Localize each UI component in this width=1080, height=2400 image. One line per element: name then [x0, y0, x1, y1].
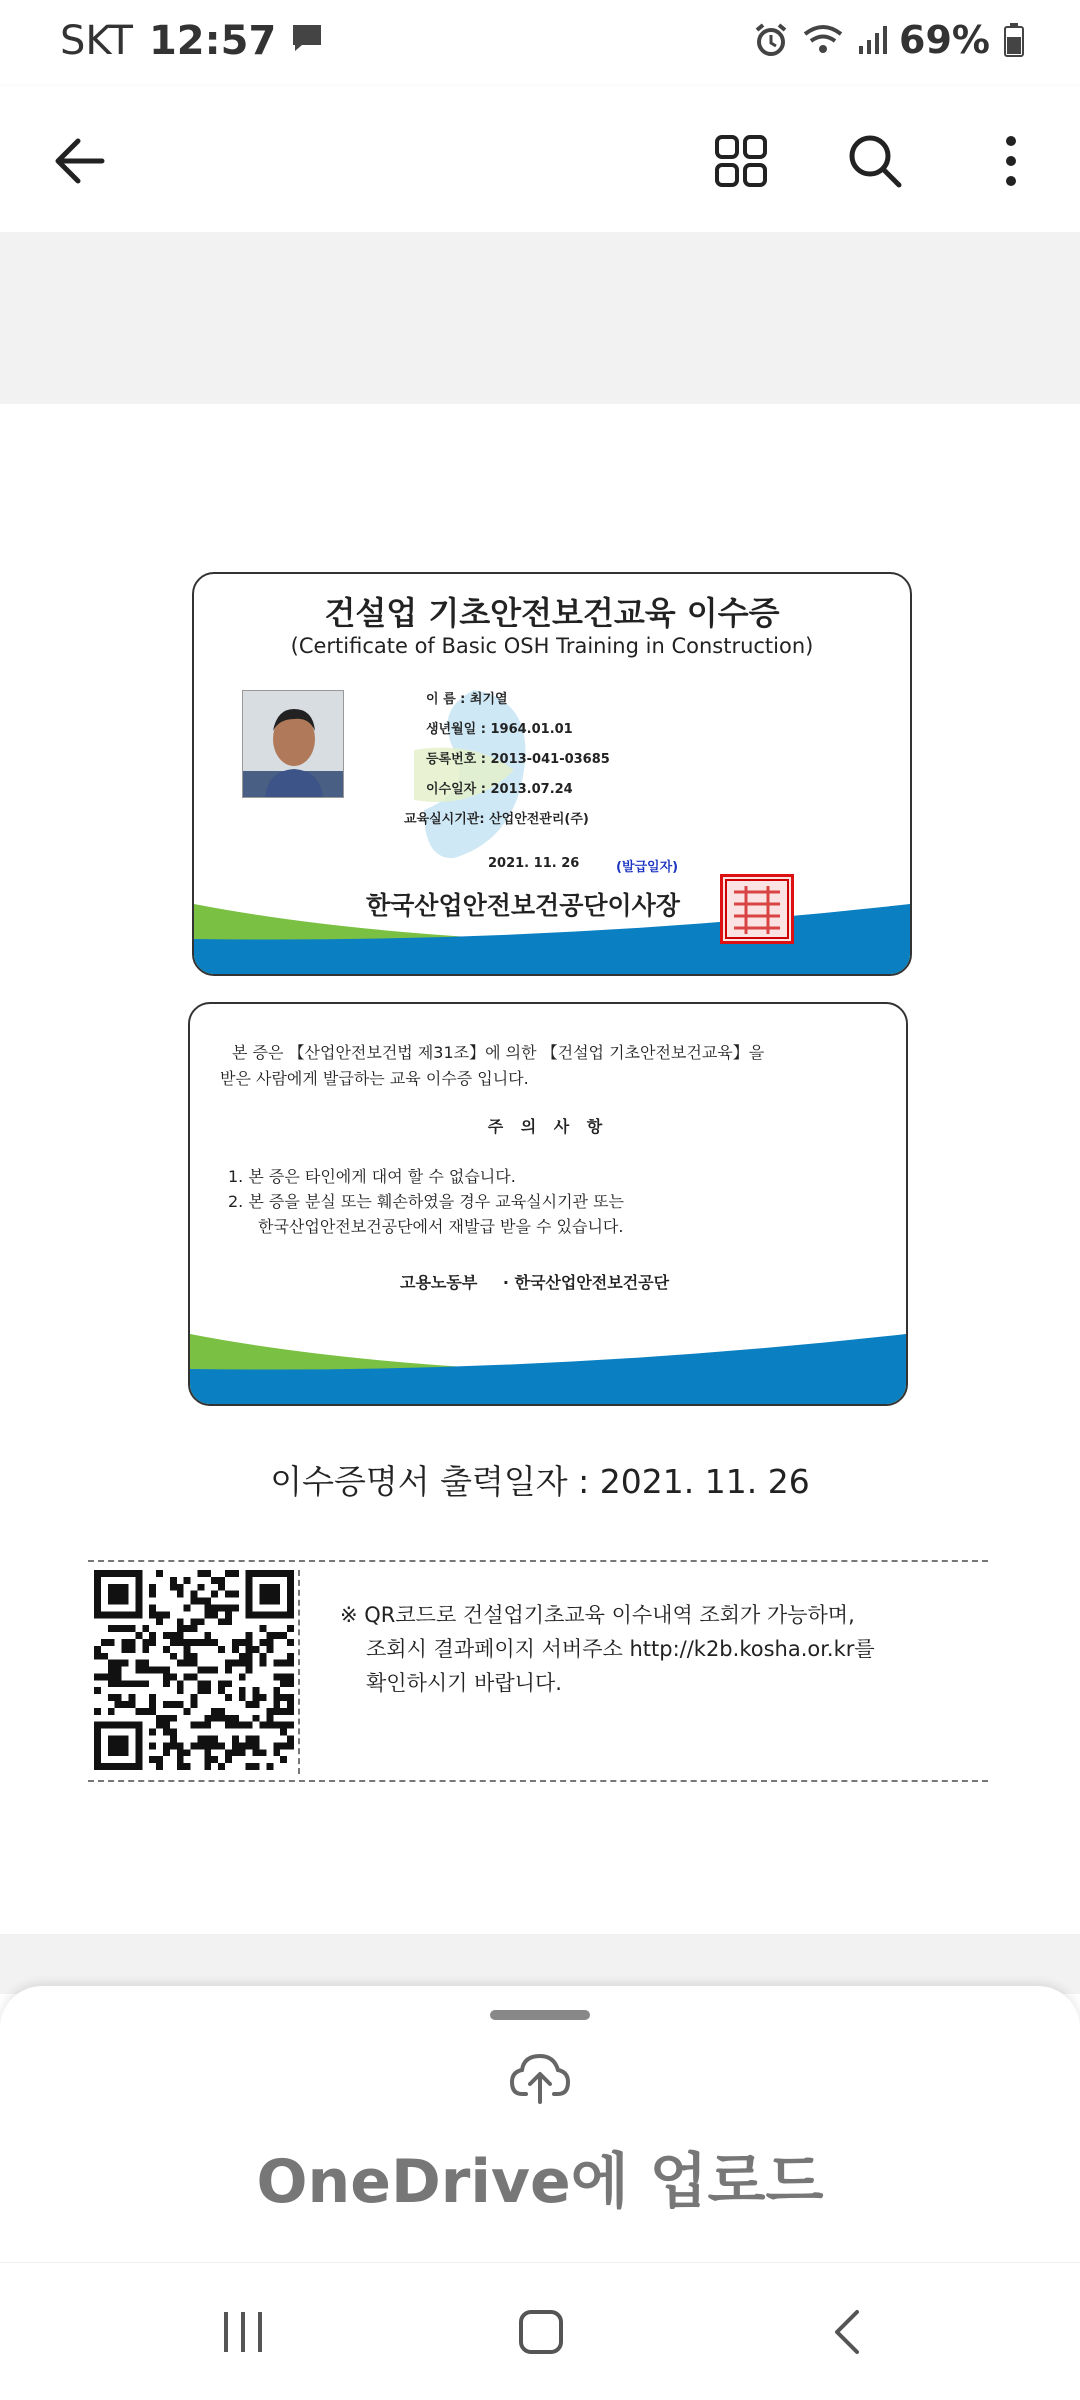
- message-icon: [290, 18, 324, 64]
- nav-back-icon[interactable]: [812, 2297, 882, 2367]
- issue-label: (발급일자): [616, 860, 679, 875]
- print-date: 이수증명서 출력일자 : 2021. 11. 26: [270, 1462, 810, 1501]
- notice-item-2: 2. 본 증을 분실 또는 훼손하였을 경우 교육실시기관 또는: [228, 1192, 624, 1211]
- card-logo-watermark: [414, 690, 534, 860]
- wifi-icon: [803, 23, 843, 57]
- certificate-front: [192, 572, 912, 976]
- onedrive-bottom-sheet: [0, 1986, 1080, 2262]
- document-margin-top: [0, 232, 1080, 404]
- certificate-title: 건설업 기초안전보건교육 이수증: [324, 594, 780, 632]
- home-icon[interactable]: [506, 2297, 576, 2367]
- certificate-subtitle: (Certificate of Basic OSH Training in Construction): [290, 634, 814, 658]
- qr-note-line-3: 확인하시기 바랍니다.: [366, 1671, 562, 1695]
- qr-note: [340, 1598, 875, 1700]
- qr-code: [94, 1570, 300, 1774]
- intro-line-2: 받은 사람에게 발급하는 교육 이수증 입니다.: [220, 1069, 529, 1088]
- grid-view-icon[interactable]: [696, 116, 786, 206]
- more-vert-icon[interactable]: [966, 116, 1056, 206]
- status-right: [739, 18, 1024, 62]
- recent-apps-icon[interactable]: [208, 2297, 278, 2367]
- notice-title: 주 의 사 항: [487, 1117, 609, 1136]
- cloud-upload-icon[interactable]: [508, 2050, 572, 2106]
- field-registration: 등록번호 : 2013-041-03685: [426, 752, 610, 767]
- battery-percent: 69%: [899, 18, 990, 62]
- onedrive-upload-button[interactable]: OneDrive에 업로드: [256, 2147, 824, 2217]
- clock: 12:57: [148, 18, 277, 64]
- status-left: [60, 18, 324, 64]
- card-back-wave: [190, 1314, 906, 1404]
- field-institution: 교육실시기관: 산업안전관리(주): [404, 812, 589, 827]
- qr-note-line-2: 조회시 결과페이지 서버주소 http://k2b.kosha.or.kr를: [366, 1637, 875, 1661]
- issue-date: 2021. 11. 26: [488, 856, 580, 871]
- qr-section: [88, 1560, 988, 1782]
- notice-item-1: 1. 본 증은 타인에게 대여 할 수 없습니다.: [228, 1167, 516, 1186]
- back-arrow-icon[interactable]: [34, 116, 124, 206]
- footer-ministry: 고용노동부: [400, 1273, 478, 1292]
- document-margin-bottom: [0, 1934, 1080, 1994]
- qr-note-line-1: ※ QR코드로 건설업기초교육 이수내역 조회가 가능하며,: [340, 1603, 855, 1627]
- sheet-drag-handle[interactable]: [490, 2010, 590, 2020]
- field-completion: 이수일자 : 2013.07.24: [426, 782, 573, 797]
- search-icon[interactable]: [830, 116, 920, 206]
- battery-icon: [1004, 23, 1024, 57]
- certificate-back: [188, 1002, 908, 1406]
- certificate-back-footer: [400, 1270, 669, 1293]
- notice-item-2-cont: 한국산업안전보건공단에서 재발급 받을 수 있습니다.: [258, 1217, 624, 1236]
- alarm-icon: [753, 22, 789, 58]
- intro-line-1: 본 증은 【산업안전보건법 제31조】에 의한 【건설업 기초안전보건교육】을: [232, 1043, 765, 1062]
- official-seal: [720, 874, 794, 944]
- signal-icon: [857, 24, 887, 56]
- footer-agency: · 한국산업안전보건공단: [502, 1273, 670, 1292]
- app-bar: [0, 86, 1080, 232]
- carrier-label: SKT: [60, 18, 133, 64]
- holder-photo: [242, 690, 344, 798]
- field-birth: 생년월일 : 1964.01.01: [426, 722, 573, 737]
- system-nav-bar: [0, 2262, 1080, 2400]
- issuer-name: 한국산업안전보건공단이사장: [366, 891, 680, 920]
- field-name: 이 름 : 최기열: [426, 692, 508, 707]
- status-bar: [0, 0, 1080, 86]
- certificate-intro: [220, 1040, 880, 1092]
- notice-list: [228, 1164, 624, 1239]
